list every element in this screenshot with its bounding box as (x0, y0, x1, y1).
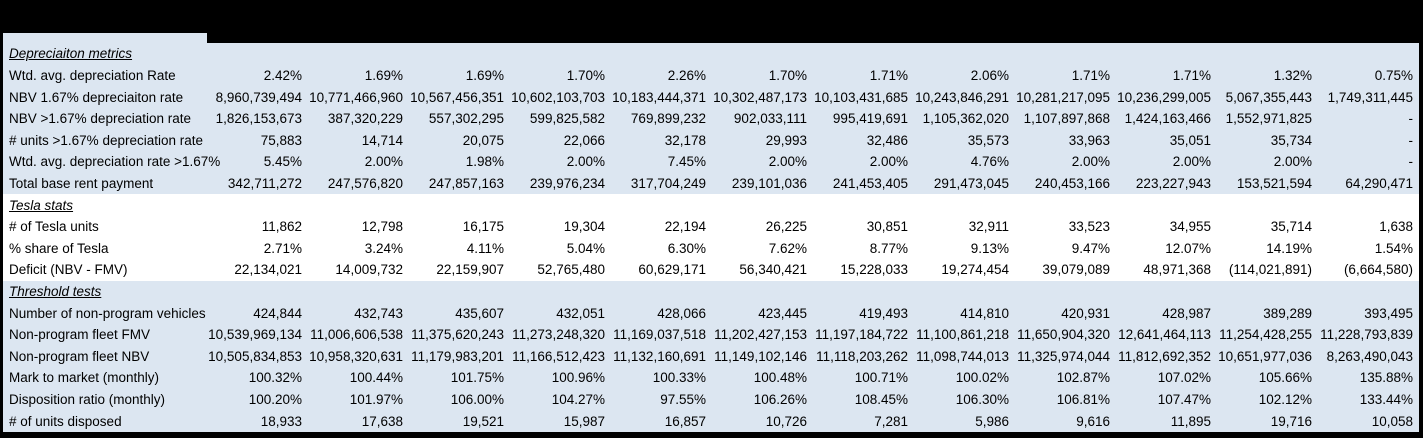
table-row (3, 151, 1419, 173)
cell-value[interactable]: 9.13% (970, 240, 1009, 256)
cell-value[interactable]: 420,931 (1061, 305, 1110, 321)
cell-value[interactable]: 10,183,444,371 (612, 89, 706, 105)
label-column-header-cell (3, 33, 207, 43)
cell-value[interactable]: 239,976,234 (529, 175, 605, 191)
cell-value[interactable]: 10,567,456,351 (410, 89, 504, 105)
cell-value[interactable]: 101.97% (349, 392, 403, 408)
cell-value[interactable]: 389,289 (1263, 305, 1312, 321)
cell-value[interactable]: 4.76% (970, 154, 1009, 170)
cell-value[interactable]: 12.07% (1165, 240, 1211, 256)
cell-value[interactable]: 2.00% (364, 154, 403, 170)
cell-value[interactable]: 64,290,471 (1345, 175, 1413, 191)
cell-value[interactable]: 10,651,977,036 (1218, 348, 1312, 364)
cell-value[interactable]: 1.71% (1172, 67, 1211, 83)
section-header-row (3, 43, 1419, 65)
cell-value[interactable]: 1,424,163,466 (1124, 111, 1211, 127)
cell-value[interactable]: 10,302,487,173 (713, 89, 807, 105)
table-row (3, 216, 1419, 238)
cell-value[interactable]: 10,058 (1371, 413, 1413, 429)
cell-value[interactable]: 4.11% (466, 240, 504, 256)
cell-value[interactable]: - (1408, 111, 1413, 127)
cell-value[interactable]: 32,178 (664, 132, 706, 148)
cell-value[interactable]: 2.71% (263, 240, 302, 256)
cell-value[interactable]: 12,641,464,113 (1118, 327, 1211, 343)
cell-value[interactable]: 8,960,739,494 (215, 89, 302, 105)
cell-value[interactable]: 11,812,692,352 (1118, 348, 1211, 364)
cell-value[interactable]: 32,486 (866, 132, 908, 148)
cell-value[interactable]: 33,523 (1068, 219, 1110, 235)
cell-value[interactable]: 19,716 (1270, 413, 1312, 429)
row-label[interactable]: % share of Tesla (9, 240, 109, 256)
section-header-row (3, 281, 1419, 303)
cell-value[interactable]: 995,419,691 (832, 111, 908, 127)
cell-value[interactable]: 557,302,295 (428, 111, 504, 127)
cell-value[interactable]: 11,650,904,320 (1017, 327, 1110, 343)
cell-value[interactable]: 2.00% (768, 154, 807, 170)
cell-value[interactable]: 8,263,490,043 (1326, 348, 1413, 364)
cell-value[interactable]: 1.71% (1071, 67, 1110, 83)
cell-value[interactable]: 2.00% (869, 154, 908, 170)
cell-value[interactable]: 11,273,248,320 (512, 327, 605, 343)
cell-value[interactable]: 2.26% (667, 67, 706, 83)
cell-value[interactable]: 342,711,272 (227, 175, 302, 191)
cell-value[interactable]: 2.00% (566, 154, 605, 170)
cell-value[interactable]: 34,955 (1169, 219, 1211, 235)
cell-value[interactable]: 10,505,834,853 (208, 348, 302, 364)
cell-value[interactable]: 1.32% (1273, 67, 1312, 83)
cell-value[interactable]: 419,493 (859, 305, 908, 321)
cell-value[interactable]: 35,051 (1169, 132, 1211, 148)
cell-value[interactable]: 2.42% (263, 67, 302, 83)
cell-value[interactable]: 100.33% (652, 370, 706, 386)
cell-value[interactable]: 133.44% (1359, 392, 1413, 408)
cell-value[interactable]: 1.70% (566, 67, 605, 83)
cell-value[interactable]: 393,495 (1364, 305, 1413, 321)
cell-value[interactable]: 35,573 (967, 132, 1009, 148)
cell-value[interactable]: 3.24% (364, 240, 403, 256)
section-title: Tesla stats (9, 197, 74, 213)
cell-value[interactable]: 12,798 (361, 219, 403, 235)
table-row (3, 86, 1419, 108)
cell-value[interactable]: 317,704,249 (630, 175, 706, 191)
table-row (3, 389, 1419, 411)
row-label[interactable]: Wtd. avg. depreciation rate >1.67% (9, 154, 221, 170)
cell-value[interactable]: 11,100,861,218 (916, 327, 1009, 343)
cell-value[interactable]: 223,227,943 (1135, 175, 1211, 191)
cell-value[interactable]: 15,228,033 (840, 262, 908, 278)
cell-value[interactable]: 902,033,111 (733, 111, 807, 127)
cell-value[interactable]: 35,734 (1270, 132, 1312, 148)
cell-value[interactable]: 33,963 (1068, 132, 1110, 148)
cell-value[interactable]: 75,883 (260, 132, 302, 148)
row-label[interactable]: NBV 1.67% depreciaiton rate (9, 89, 184, 105)
cell-value[interactable]: 19,521 (462, 413, 504, 429)
cell-value[interactable]: 18,933 (260, 413, 302, 429)
cell-value[interactable]: 14.19% (1266, 240, 1312, 256)
cell-value[interactable]: - (1408, 132, 1413, 148)
cell-value[interactable]: 10,771,466,960 (309, 89, 403, 105)
cell-value[interactable]: 432,051 (556, 305, 605, 321)
cell-value[interactable]: 11,202,427,153 (714, 327, 807, 343)
cell-value[interactable]: 19,274,454 (941, 262, 1009, 278)
cell-value[interactable]: 2.00% (1071, 154, 1110, 170)
cell-value[interactable]: 52,765,480 (537, 262, 605, 278)
cell-value[interactable]: 56,340,421 (739, 262, 807, 278)
cell-value[interactable]: 16,857 (664, 413, 706, 429)
cell-value[interactable]: 240,453,166 (1034, 175, 1110, 191)
table-row (3, 173, 1419, 195)
cell-value[interactable]: 2.00% (1172, 154, 1211, 170)
cell-value[interactable]: 106.00% (450, 392, 504, 408)
row-label[interactable]: Disposition ratio (monthly) (9, 392, 166, 408)
cell-value[interactable]: 19,304 (563, 219, 605, 235)
cell-value[interactable]: 135.88% (1359, 370, 1413, 386)
cell-value[interactable]: 106.30% (955, 392, 1009, 408)
cell-value[interactable]: 1,552,971,825 (1225, 111, 1312, 127)
table-row (3, 237, 1419, 259)
cell-value[interactable]: 599,825,582 (529, 111, 605, 127)
table-row (3, 346, 1419, 368)
table-row (3, 410, 1419, 432)
cell-value[interactable]: 1.70% (768, 67, 807, 83)
cell-value[interactable]: 769,899,232 (630, 111, 706, 127)
table-row (3, 65, 1419, 87)
cell-value[interactable]: 0.75% (1374, 67, 1413, 83)
cell-value[interactable]: 11,118,203,262 (816, 348, 908, 364)
cell-value[interactable]: 1,826,153,673 (215, 111, 302, 127)
cell-value[interactable]: 2.00% (1273, 154, 1312, 170)
cell-value[interactable]: - (1408, 154, 1413, 170)
cell-value[interactable]: 29,993 (765, 132, 807, 148)
cell-value[interactable]: 101.75% (450, 370, 504, 386)
cell-value[interactable]: 10,602,103,703 (511, 89, 605, 105)
cell-value[interactable]: 1.71% (869, 67, 908, 83)
cell-value[interactable]: 6.30% (667, 240, 706, 256)
cell-value[interactable]: 11,325,974,044 (1017, 348, 1110, 364)
cell-value[interactable]: 30,851 (866, 219, 908, 235)
cell-value[interactable]: 15,987 (563, 413, 605, 429)
cell-value[interactable]: 22,159,907 (436, 262, 504, 278)
cell-value[interactable]: 11,166,512,423 (512, 348, 605, 364)
row-label[interactable]: Wtd. avg. depreciation Rate (9, 67, 176, 83)
cell-value[interactable]: 1,107,897,868 (1023, 111, 1110, 127)
row-label[interactable]: Number of non-program vehicles (9, 305, 206, 321)
cell-value[interactable]: 435,607 (455, 305, 504, 321)
cell-value[interactable]: 7,281 (874, 413, 908, 429)
cell-value[interactable]: 97.55% (660, 392, 706, 408)
table-row (3, 259, 1419, 281)
cell-value[interactable]: 11,132,160,691 (613, 348, 706, 364)
cell-value[interactable]: 2.06% (970, 67, 1009, 83)
cell-value[interactable]: 10,281,217,095 (1016, 89, 1110, 105)
cell-value[interactable]: 108.45% (854, 392, 908, 408)
cell-value[interactable]: 432,743 (354, 305, 403, 321)
cell-value[interactable]: 60,629,171 (638, 262, 706, 278)
row-label[interactable]: NBV >1.67% depreciation rate (9, 111, 191, 127)
cell-value[interactable]: 5.04% (566, 240, 605, 256)
cell-value[interactable]: 100.48% (753, 370, 807, 386)
table-row (3, 302, 1419, 324)
cell-value[interactable]: 20,075 (462, 132, 504, 148)
cell-value[interactable]: 1.54% (1374, 240, 1413, 256)
table-body (3, 43, 1419, 432)
row-label[interactable]: Non-program fleet FMV (9, 327, 151, 343)
cell-value[interactable]: 11,254,428,255 (1219, 327, 1312, 343)
cell-value[interactable]: 1.98% (465, 154, 504, 170)
cell-value[interactable]: 424,844 (253, 305, 302, 321)
cell-value[interactable]: 107.47% (1157, 392, 1211, 408)
header-band (3, 0, 1419, 43)
cell-value[interactable]: 106.26% (753, 392, 807, 408)
row-label[interactable]: Non-program fleet NBV (9, 348, 150, 364)
cell-value[interactable]: 104.27% (551, 392, 605, 408)
table-row (3, 129, 1419, 151)
row-label[interactable]: Total base rent payment (9, 175, 154, 191)
row-label[interactable]: # of Tesla units (9, 219, 99, 235)
section-title: Threshold tests (9, 284, 102, 299)
cell-value[interactable]: 7.62% (768, 240, 807, 256)
cell-value[interactable]: 10,103,431,685 (814, 89, 908, 105)
cell-value[interactable]: 9.47% (1071, 240, 1110, 256)
cell-value[interactable]: 26,225 (765, 219, 807, 235)
cell-value[interactable]: 247,857,163 (428, 175, 504, 191)
cell-value[interactable]: 239,101,036 (731, 175, 807, 191)
cell-value[interactable]: 11,862 (261, 219, 302, 235)
row-label[interactable]: # units >1.67% depreciation rate (9, 132, 204, 148)
cell-value[interactable]: 9,616 (1076, 413, 1110, 429)
cell-value[interactable]: 102.12% (1258, 392, 1312, 408)
cell-value[interactable]: 105.66% (1258, 370, 1312, 386)
cell-value[interactable]: 17,638 (361, 413, 403, 429)
cell-value[interactable]: 11,169,037,518 (613, 327, 706, 343)
cell-value[interactable]: 10,243,846,291 (915, 89, 1009, 105)
cell-value[interactable]: 291,473,045 (933, 175, 1009, 191)
cell-value[interactable]: 5.45% (263, 154, 302, 170)
cell-value[interactable]: 106.81% (1056, 392, 1110, 408)
cell-value[interactable]: 14,714 (361, 132, 403, 148)
cell-value[interactable]: 39,079,089 (1042, 262, 1110, 278)
cell-value[interactable]: 247,576,820 (327, 175, 403, 191)
cell-value[interactable]: 100.32% (248, 370, 302, 386)
table-row (3, 108, 1419, 130)
cell-value[interactable]: 8.77% (869, 240, 908, 256)
cell-value[interactable]: 11,375,620,243 (411, 327, 504, 343)
cell-value[interactable]: 107.02% (1157, 370, 1211, 386)
cell-value[interactable]: 11,895 (1170, 413, 1211, 429)
cell-value[interactable]: 1,749,311,445 (1327, 89, 1413, 105)
section-title: Depreciaiton metrics (9, 46, 133, 62)
cell-value[interactable]: 11,006,606,538 (310, 327, 403, 343)
cell-value[interactable]: 423,445 (758, 305, 807, 321)
cell-value[interactable]: 11,197,184,722 (815, 327, 908, 343)
cell-value[interactable]: 428,066 (657, 305, 706, 321)
cell-value[interactable]: 100.96% (551, 370, 605, 386)
cell-value[interactable]: 100.20% (248, 392, 302, 408)
cell-value[interactable]: 11,228,793,839 (1320, 327, 1413, 343)
table-row (3, 324, 1419, 346)
cell-value[interactable]: 32,911 (968, 219, 1009, 235)
cell-value[interactable]: 1.69% (465, 67, 504, 83)
cell-value[interactable]: 100.71% (854, 370, 908, 386)
cell-value[interactable]: 10,726 (765, 413, 807, 429)
row-label[interactable]: # of units disposed (9, 413, 122, 429)
cell-value[interactable]: 1,105,362,020 (922, 111, 1009, 127)
row-label[interactable]: Deficit (NBV - FMV) (9, 262, 128, 278)
cell-value[interactable]: 5,067,355,443 (1225, 89, 1312, 105)
cell-value[interactable]: 102.87% (1056, 370, 1110, 386)
cell-value[interactable]: 100.02% (955, 370, 1009, 386)
cell-value[interactable]: 16,175 (462, 219, 504, 235)
row-label[interactable]: Mark to market (monthly) (9, 370, 160, 386)
cell-value[interactable]: 387,320,229 (327, 111, 403, 127)
cell-value[interactable]: 10,539,969,134 (208, 327, 302, 343)
cell-value[interactable]: 14,009,732 (335, 262, 403, 278)
cell-value[interactable]: 35,714 (1270, 219, 1312, 235)
cell-value[interactable]: 1.69% (364, 67, 403, 83)
cell-value[interactable]: 22,066 (563, 132, 605, 148)
cell-value[interactable]: 414,810 (960, 305, 1009, 321)
cell-value[interactable]: 100.44% (349, 370, 403, 386)
cell-value[interactable]: 7.45% (667, 154, 706, 170)
cell-value[interactable]: 22,194 (664, 219, 706, 235)
cell-value[interactable]: 11,149,102,146 (714, 348, 807, 364)
cell-value[interactable]: 153,521,594 (1236, 175, 1312, 191)
cell-value[interactable]: 48,971,368 (1143, 262, 1211, 278)
section-header-row (3, 194, 1419, 216)
cell-value[interactable]: 22,134,021 (234, 262, 302, 278)
cell-value[interactable]: 10,958,320,631 (309, 348, 403, 364)
cell-value[interactable]: 10,236,299,005 (1117, 89, 1211, 105)
cell-value[interactable]: 1,638 (1379, 219, 1413, 235)
cell-value[interactable]: 5,986 (975, 413, 1009, 429)
cell-value[interactable]: 11,179,983,201 (411, 348, 504, 364)
table-row (3, 367, 1419, 389)
cell-value[interactable]: 11,098,744,013 (916, 348, 1009, 364)
cell-value[interactable]: (6,664,580) (1343, 262, 1413, 278)
cell-value[interactable]: 241,453,405 (832, 175, 908, 191)
cell-value[interactable]: (114,021,891) (1228, 262, 1312, 278)
cell-value[interactable]: 428,987 (1162, 305, 1211, 321)
